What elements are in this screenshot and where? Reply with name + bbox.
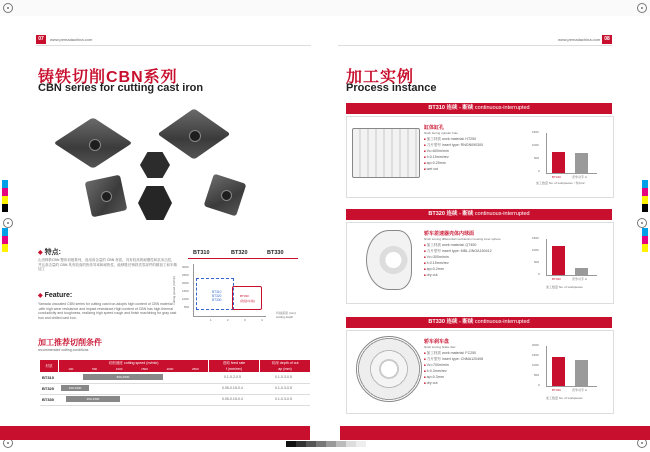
- table-header-grade: 材质: [40, 360, 58, 372]
- right-title-en: Process instance: [346, 82, 437, 94]
- row-grade: BT330: [42, 397, 55, 402]
- table-header-depth: [260, 360, 310, 372]
- case-bar: BT310 连续 - 断续 continuous-interrupted: [346, 103, 612, 114]
- table-header-depth-unit: ap (mm): [278, 367, 292, 371]
- grade-chart-ylabel: cutting speed (m/min): [172, 275, 177, 305]
- chart-bar-grade: [552, 246, 565, 275]
- part-name-cn: 轿车刹车盘: [424, 339, 450, 345]
- grade-chart-legend: [212, 290, 221, 302]
- case-bar: BT330 连续 - 断续 continuous-interrupted: [346, 317, 612, 328]
- legend-bt310: BT310: [212, 290, 222, 294]
- grade-header-bt320: BT320: [231, 250, 248, 256]
- bar-label-grade: BT330: [552, 388, 561, 392]
- grade-chart-xlabel: 切削深度 (mm): [276, 311, 296, 315]
- speed-range-bar: 500-2500: [83, 374, 163, 380]
- grade-header-line: [188, 258, 298, 259]
- recommend-title-cn: 加工推荐切削条件: [38, 338, 102, 347]
- table-header-speed: 切削速度 cutting speed (m/min): [59, 360, 208, 366]
- features-title-cn: [38, 247, 61, 257]
- bar-label-competitor: 竞争对手 A: [572, 388, 587, 392]
- cylinder-block-illustration: [352, 128, 420, 178]
- table-speed-ticks: 100 500 1000 1500 2000 2500: [59, 366, 208, 372]
- chart-bar-grade: [552, 357, 565, 386]
- chart-bar-competitor: [575, 268, 588, 275]
- row-feed: 0.05-0.15-0.4: [222, 397, 243, 401]
- bar-label-competitor: 竞争对手 A: [572, 277, 587, 281]
- case-chart-xlabel: 加工数量 No. of workpieces（件/pcs）: [536, 181, 588, 185]
- part-name-cn: 缸体缸孔: [424, 125, 445, 131]
- speed-range-bar: 100-1000: [61, 385, 89, 391]
- case-params: ■ 加工材质 work material: QT450 ■ 刀片型号 insert type: MBL-DNGA150412 ■ Vc=300m/min ■ f=0.15mm/rev ■ ap=0.2mm ■ dry cut: [424, 242, 492, 278]
- features-text-en: Yamada uncoated CBN series for cutting cast iron,adopts high content of CBN material ,with high wear resistance and impact resistance,High content of CBN has high thermal conductivity and toughness, realizing high speed rough and finish machining for gray cast iron and chilled cast iron.: [38, 302, 177, 320]
- row-depth: 0.1-0.3-0.5: [275, 375, 292, 379]
- part-name-cn: 轿车差速器壳体内球面: [424, 231, 475, 237]
- part-name-en: finish boring cylinder hole: [424, 131, 458, 135]
- bar-label-competitor: 竞争对手 A: [572, 175, 587, 179]
- right-title-cn: 加工实例: [346, 69, 415, 86]
- right-page-number: 08: [602, 35, 612, 44]
- row-grade: BT310: [42, 375, 55, 380]
- recommend-title-en: recommended cutting conditions: [38, 348, 89, 352]
- grade-header-bt310: BT310: [193, 250, 210, 256]
- legend-bt320: BT320: [212, 294, 222, 298]
- speed-range-bar: 200-1500: [66, 396, 120, 402]
- left-title-en: CBN series for cutting cast iron: [38, 82, 204, 94]
- case-bar: BT320 连续 - 断续 continuous-interrupted: [346, 209, 612, 220]
- bar-label-grade: BT310: [552, 175, 561, 179]
- grade-chart-xlabel-en: cutting depth: [276, 315, 294, 319]
- legend-bt330: BT330: [212, 298, 222, 302]
- right-header-url: www.pemadachina.com: [558, 37, 601, 42]
- right-header-line: [338, 45, 612, 46]
- brake-disc-illustration: [356, 336, 422, 402]
- row-feed: 0.05-0.15-0.4: [222, 386, 243, 390]
- left-header-line: [36, 45, 311, 46]
- case-chart-xlabel: 加工数量 No. of workpieces: [546, 285, 583, 289]
- chart-bar-competitor: [575, 153, 588, 173]
- features-title-en-text: Feature:: [44, 292, 73, 299]
- row-feed: 0.1-0.2-0.5: [224, 375, 241, 379]
- brochure-spread: 07 www.pemadachina.com 铸铁切削CBN系列 CBN series for cutting cast iron ◆ 特点: 山田铸铁CBN 整体切削系列，选用高含量的 CBN 材质，具有较高的耐磨性和抗冲击性，并且高含量的 CBN 具有较高的热传导率和耐热性，能够胜任铸铁类零部件的精加工和半精加工 ◆ Feature: Yamada uncoated CBN series for cutting cast iron,adopts high content of CBN material ,with high wear resistance and impact resistance,High content of CBN has high thermal conductivity and toughness, realizing high speed rough and finish machining for gray cast iron and chilled cast iron. BT310 BT320 BT330 cutting speed (m/min) 3000 2500 2000 1500 1000 500 1 2 3 4 BT310 BT320 BT330 BT330 (铣削/车削) 切削深度 (mm) cutting depth 加工推荐切削条件 recommended cutting conditions 材质 切削速度 cutting speed (m/min) 100 500 1000 1500 2000 2500 进给 feed rate f (mm/rev) 切深 depth of cut ap (mm) BT310 500-2500 0.1-0.2-0.5 0.1-0.3-0.5 BT320 100-1000 0.05-0.15-0.4 0.1-0.3-0.5 BT330 200-1500 0.05-0.15-0.4 0.1-0.3-0.5 www.pemadachina.com 08 加工实例 Process instance BT310 连续 - 断续 continuous-interrupted 缸体缸孔 finish boring cylinder hole ■ 加工材质 work material: HT250 ■ 刀片型号 insert type: RNGN090300 ■ Vc=600m/min ■ f=0.15mm/rev ■ ap=0.25mm ■ wet cut 1500 1000 500 0 BT310 竞争对手 A 加工数量 No. of workpieces（件/pcs） BT320 连续 - 断续 continuous-interrupted 轿车差速器壳体内球面 finish turning differential mechanism housing inner sphere ■ 加工材质 work material: QT450 ■ 刀片型号 insert type: MBL-DNGA150412 ■ Vc=300m/min ■ f=0.15mm/rev ■ ap=0.2mm ■ dry cut 1500 1000 500 0 BT320 竞争对手 A 加工数量 No. of workpieces BT330 连续 - 断续 continuous-interrupted 轿车刹车盘 finish turning brake disc ■ 加工材质 work material: FC250 ■ 刀片型号 insert type: CNMA120408 ■ Vc=700m/min ■ f=0.3mm/rev ■ ap=0.3mm ■ dry cut 2000 1500 1000 500 0 BT330 竞争对手 A 加工数量 No. of workpieces: [0, 0, 650, 452]
- crop-mark-icon: [637, 218, 647, 228]
- features-title-en: [38, 292, 72, 299]
- table-header-feed-unit: f (mm/rev): [225, 367, 243, 371]
- row-grade: BT320: [42, 386, 55, 391]
- case-chart-xlabel: 加工数量 No. of workpieces: [546, 396, 583, 400]
- case-params: ■ 加工材质 work material: HT250 ■ 刀片型号 insert type: RNGN090300 ■ Vc=600m/min ■ f=0.15mm/rev ■ ap=0.25mm ■ wet cut: [424, 136, 483, 172]
- crop-mark-icon: [3, 3, 13, 13]
- left-page-number: 07: [36, 35, 46, 44]
- differential-housing-illustration: [366, 230, 412, 290]
- top-print-strip: [0, 0, 650, 16]
- bar-label-grade: BT320: [552, 277, 561, 281]
- chart-bar-competitor: [575, 360, 588, 386]
- row-depth: 0.1-0.3-0.5: [275, 397, 292, 401]
- part-name-en: finish turning brake disc: [424, 345, 456, 349]
- crop-mark-icon: [637, 3, 647, 13]
- grade-region-label: BT330 (铣削/车削): [240, 294, 255, 303]
- row-depth: 0.1-0.3-0.5: [275, 386, 292, 390]
- diamond-bullet-icon: ◆: [38, 293, 43, 299]
- table-header-feed: [209, 360, 259, 372]
- diamond-bullet-icon: ◆: [38, 250, 43, 256]
- table-header-feed-label: 进给 feed rate: [222, 361, 246, 365]
- left-bottom-red-bar: [0, 426, 310, 440]
- features-text-cn: 山田铸铁CBN 整体切削系列，选用高含量的 CBN 材质，具有较高的耐磨性和抗冲击性，并且高含量的 CBN 具有较高的热传导率和耐热性，能够胜任铸铁类零部件的精加工和半精加工: [38, 258, 177, 271]
- part-name-en: finish turning differential mechanism housing inner sphere: [424, 237, 501, 241]
- crop-mark-icon: [3, 218, 13, 228]
- table-header-depth-label: 切深 depth of cut: [271, 361, 299, 365]
- left-title-cn: 铸铁切削CBN系列: [38, 69, 178, 86]
- case-params: ■ 加工材质 work material: FC250 ■ 刀片型号 insert type: CNMA120408 ■ Vc=700m/min ■ f=0.3mm/rev ■ ap=0.3mm ■ dry cut: [424, 350, 483, 386]
- grade-header-bt330: BT330: [267, 250, 284, 256]
- chart-bar-grade: [552, 152, 565, 173]
- right-bottom-red-bar: [340, 426, 650, 440]
- grayscale-calibration-strip: [286, 441, 366, 447]
- features-title-cn-text: 特点:: [44, 249, 61, 256]
- left-header-url: www.pemadachina.com: [50, 37, 93, 42]
